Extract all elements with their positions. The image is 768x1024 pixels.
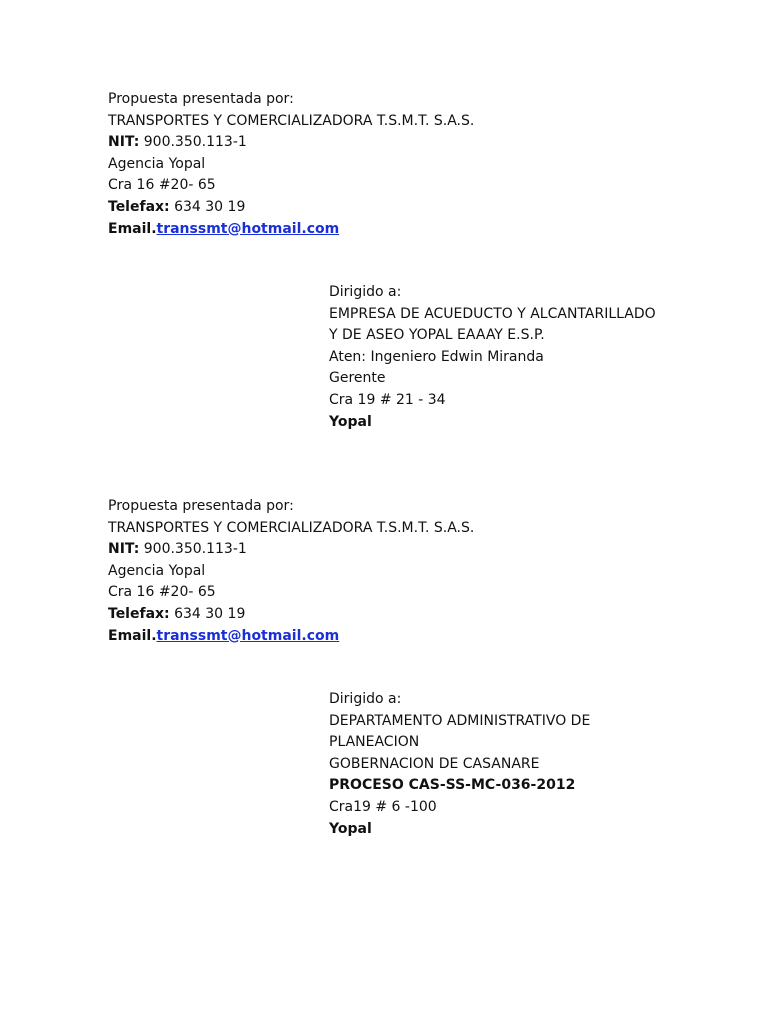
sender-heading: Propuesta presentada por:: [108, 91, 294, 107]
telefax-label: Telefax:: [108, 198, 170, 215]
recipient-line: Gerente: [329, 370, 386, 387]
sender-telefax: [108, 604, 474, 626]
recipient-line: Cra19 # 6 -100: [329, 798, 437, 815]
sender-heading: Propuesta presentada por:: [108, 498, 294, 514]
sender-email: [108, 626, 474, 648]
recipient-line: PLANEACION: [329, 734, 420, 751]
email-label: Email.: [108, 627, 157, 644]
telefax-label: Telefax:: [108, 605, 170, 622]
sender-telefax: [108, 197, 474, 219]
telefax-value: 634 30 19: [169, 605, 246, 622]
sender-nit: [108, 539, 474, 561]
recipient-line: EMPRESA DE ACUEDUCTO Y ALCANTARILLADO: [329, 305, 656, 322]
recipient-line: Y DE ASEO YOPAL EAAAY E.S.P.: [329, 327, 545, 344]
telefax-value: 634 30 19: [169, 198, 246, 215]
sender-company: TRANSPORTES Y COMERCIALIZADORA T.S.M.T. S.A.S.: [108, 112, 475, 129]
email-link[interactable]: transsmt@hotmail.com: [156, 627, 340, 644]
sender-company: TRANSPORTES Y COMERCIALIZADORA T.S.M.T. S.A.S.: [108, 519, 475, 536]
nit-value: 900.350.113-1: [139, 541, 247, 558]
sender-agency: Agencia Yopal: [108, 562, 206, 579]
recipient-heading: Dirigido a:: [329, 284, 402, 300]
nit-value: 900.350.113-1: [139, 134, 247, 151]
recipient-line: DEPARTAMENTO ADMINISTRATIVO DE: [329, 712, 591, 729]
recipient-city: Yopal: [329, 413, 372, 430]
email-link[interactable]: transsmt@hotmail.com: [156, 220, 340, 237]
recipient-line: Cra 19 # 21 - 34: [329, 391, 446, 408]
sender-block: [108, 89, 474, 240]
sender-nit: [108, 132, 474, 154]
sender-email: [108, 219, 474, 241]
sender-block: [108, 496, 474, 647]
recipient-line: GOBERNACION DE CASANARE: [329, 755, 540, 772]
recipient-block: [329, 282, 656, 433]
recipient-block: [329, 689, 590, 840]
nit-label: NIT:: [108, 541, 140, 558]
recipient-city: Yopal: [329, 820, 372, 837]
recipient-line: Aten: Ingeniero Edwin Miranda: [329, 348, 544, 365]
recipient-heading: Dirigido a:: [329, 691, 402, 707]
sender-address: Cra 16 #20- 65: [108, 177, 216, 194]
email-label: Email.: [108, 220, 157, 237]
sender-agency: Agencia Yopal: [108, 155, 206, 172]
sender-address: Cra 16 #20- 65: [108, 584, 216, 601]
process-number: PROCESO CAS-SS-MC-036-2012: [329, 777, 576, 794]
nit-label: NIT:: [108, 134, 140, 151]
